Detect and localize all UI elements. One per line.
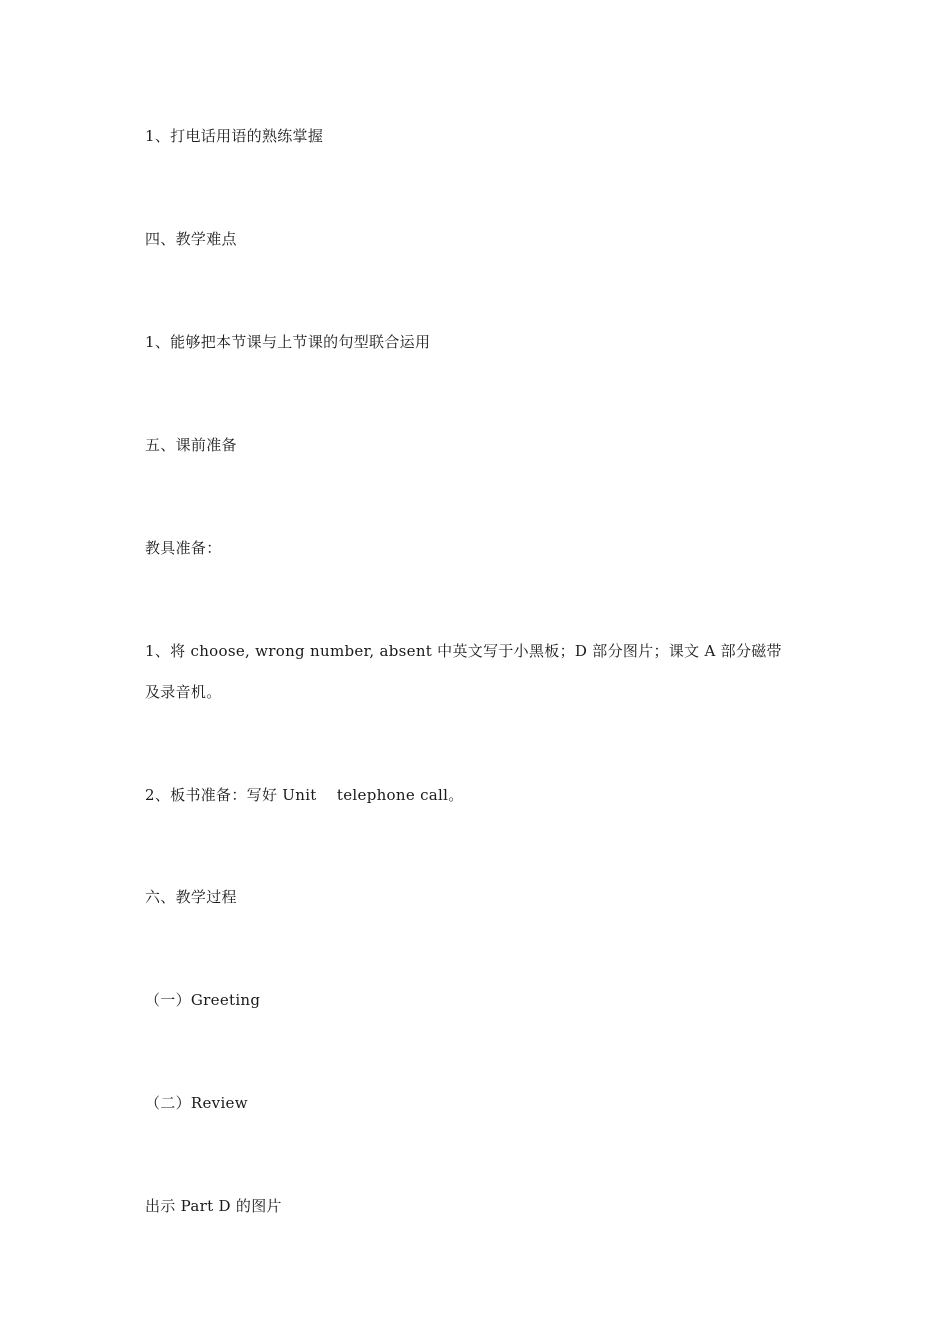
- process-step-review: （二）Review: [145, 1094, 248, 1112]
- section-heading-difficulties: 四、教学难点: [145, 230, 237, 248]
- review-instruction: 出示 Part D 的图片: [145, 1197, 282, 1215]
- section-heading-process: 六、教学过程: [145, 888, 237, 906]
- preparation-item-1: 1、将 choose, wrong number, absent 中英文写于小黑板；D 部分图片；课文 A 部分磁带: [145, 642, 782, 660]
- section-heading-preparation: 五、课前准备: [145, 436, 237, 454]
- preparation-item-1-continued: 及录音机。: [145, 683, 222, 701]
- teaching-aids-label: 教具准备：: [145, 539, 222, 557]
- preparation-item-2: 2、板书准备：写好 Unit telephone call。: [145, 786, 464, 804]
- difficulty-item-1: 1、能够把本节课与上节课的句型联合运用: [145, 333, 431, 351]
- key-point-item-1: 1、打电话用语的熟练掌握: [145, 127, 324, 145]
- process-step-greeting: （一）Greeting: [145, 991, 261, 1009]
